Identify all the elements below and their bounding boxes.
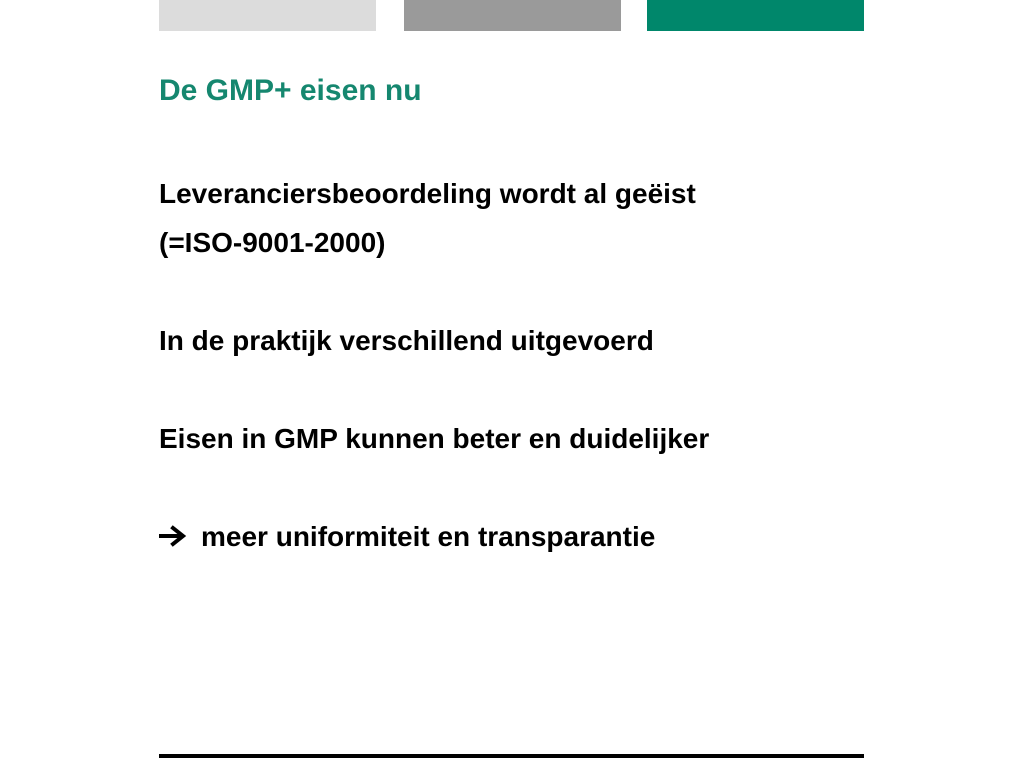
paragraph-supplier-assessment (159, 169, 864, 267)
slide-title: De GMP+ eisen nu (159, 74, 422, 107)
header-bar-gray (404, 0, 621, 31)
paragraph-conclusion (159, 512, 864, 561)
header-bar-light (159, 0, 376, 31)
paragraph-line: (=ISO-9001-2000) (159, 227, 386, 258)
paragraph-requirements: Eisen in GMP kunnen beter en duidelijker (159, 423, 710, 454)
footer-divider (159, 754, 864, 758)
header-bar-green (647, 0, 864, 31)
arrow-right-icon (159, 524, 187, 548)
paragraph-practice: In de praktijk verschillend uitgevoerd (159, 325, 654, 356)
conclusion-text: meer uniformiteit en transparantie (201, 521, 656, 552)
paragraph-line: Leveranciersbeoordeling wordt al geëist (159, 178, 696, 209)
